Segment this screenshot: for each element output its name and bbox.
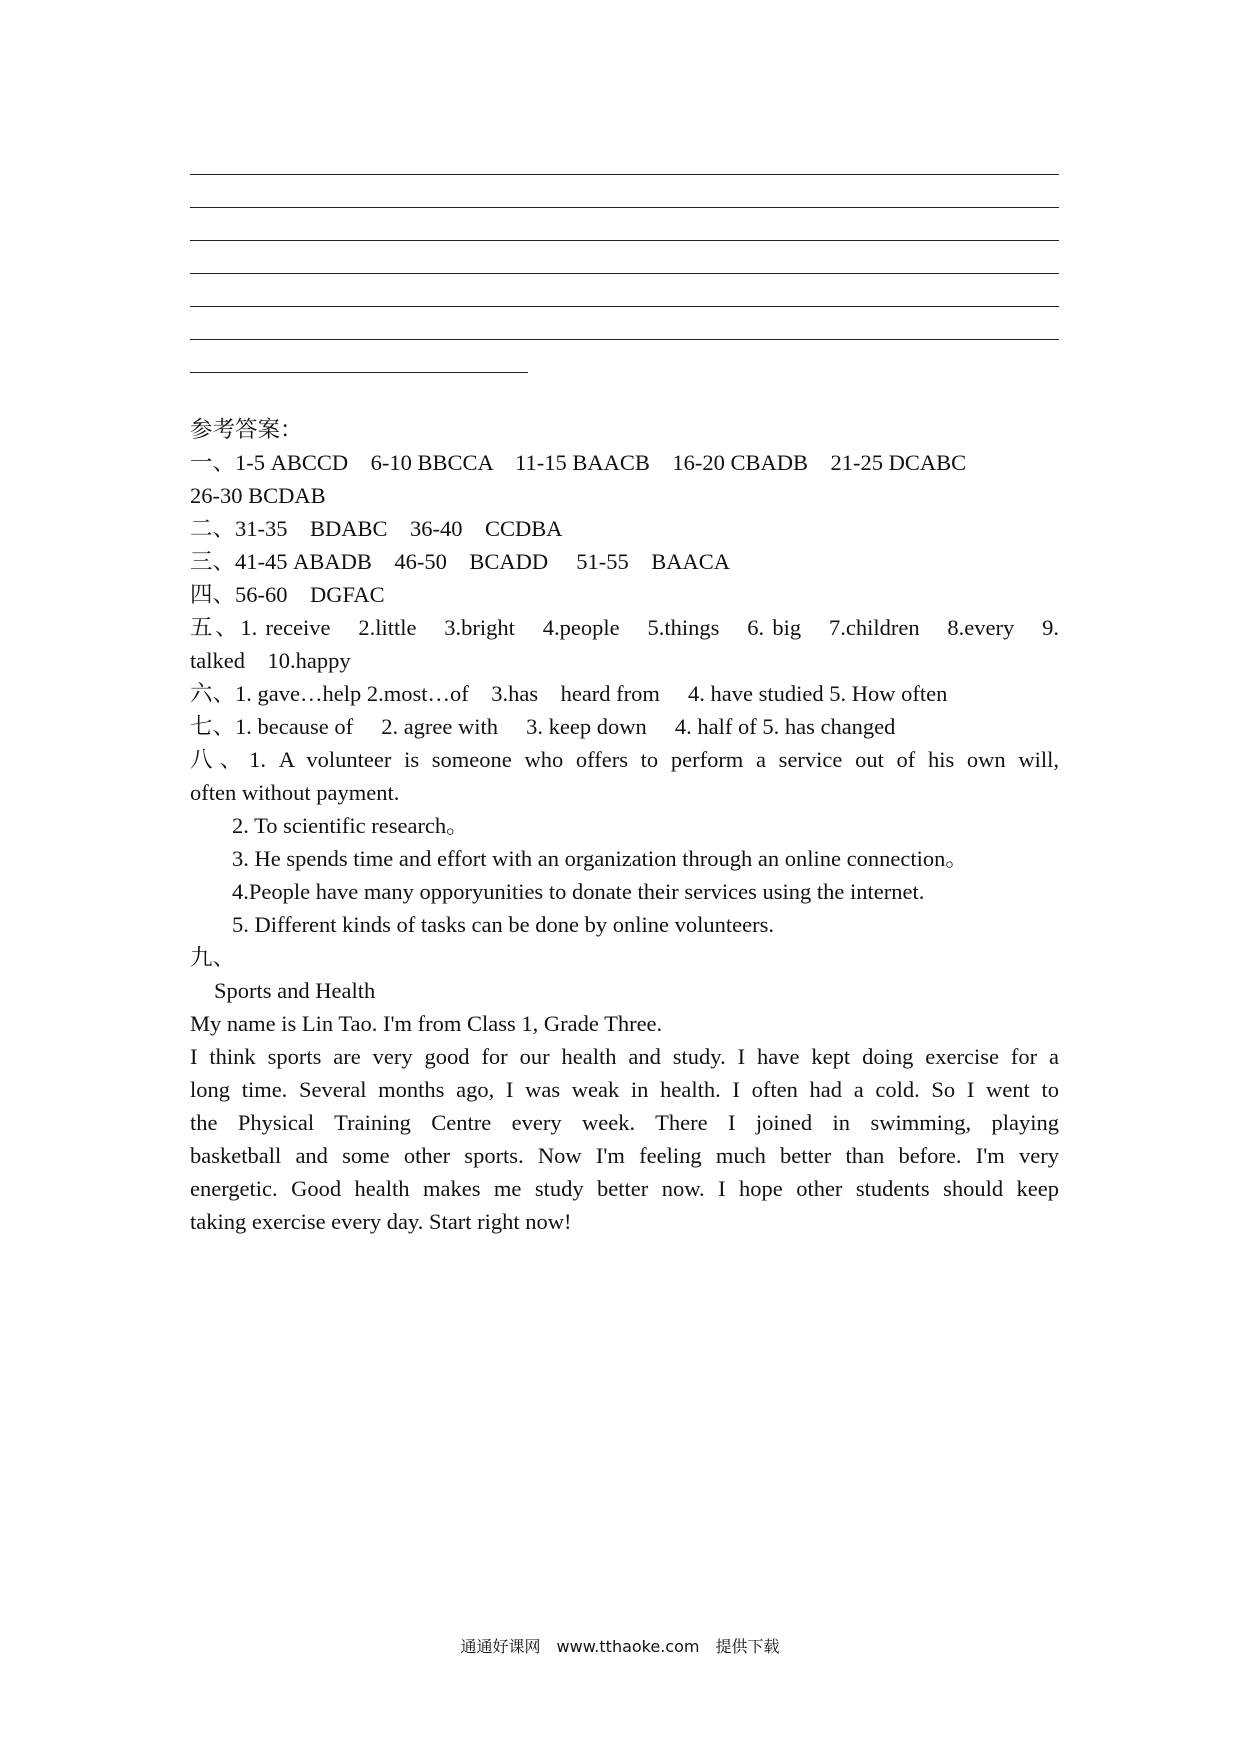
writing-line — [190, 339, 1059, 340]
essay-line: basketball and some other sports. Now I'm feeling much better than before. I'm very — [190, 1143, 1059, 1168]
writing-line-short — [190, 372, 528, 373]
answer-section-7: 七、1. because of 2. agree with 3. keep down 4. half of 5. has changed — [190, 714, 896, 739]
answer-section-8-cont: often without payment. — [190, 780, 400, 805]
essay-line: I think sports are very good for our health and study. I have kept doing exercise for a — [190, 1044, 1059, 1069]
essay-last-line: taking exercise every day. Start right now! — [190, 1209, 572, 1234]
answer-heading: 参考答案： — [190, 417, 303, 442]
essay-title: Sports and Health — [214, 978, 376, 1003]
answer-section-8-item-3: 3. He spends time and effort with an organization through an online connection。 — [232, 846, 968, 871]
writing-line — [190, 273, 1059, 274]
writing-line — [190, 174, 1059, 175]
essay-line: long time. Several months ago, I was weak in health. I often had a cold. So I went to — [190, 1077, 1059, 1102]
answer-section-8-item-2: 2. To scientific research。 — [232, 813, 469, 838]
writing-line — [190, 306, 1059, 307]
writing-line — [190, 240, 1059, 241]
answer-section-5: 五、1. receive 2.little 3.bright 4.people 5.things 6. big 7.children 8.every 9. — [190, 615, 1059, 640]
essay-line: energetic. Good health makes me study better now. I hope other students should keep — [190, 1176, 1059, 1201]
answer-section-2: 二、31-35 BDABC 36-40 CCDBA — [190, 516, 563, 541]
page-footer: 通通好课网 www.tthaoke.com 提供下载 — [460, 1637, 780, 1656]
essay-line: the Physical Training Centre every week. There I joined in swimming, playing — [190, 1110, 1059, 1135]
answer-section-1: 一、1-5 ABCCD 6-10 BBCCA 11-15 BAACB 16-20 CBADB 21-25 DCABC — [190, 450, 967, 475]
answer-section-1-cont: 26-30 BCDAB — [190, 483, 326, 508]
answer-section-4: 四、56-60 DGFAC — [190, 582, 385, 607]
answer-section-9: 九、 — [190, 945, 236, 970]
answer-section-5-cont: talked 10.happy — [190, 648, 351, 673]
answer-section-8: 八、1. A volunteer is someone who offers to perform a service out of his own will, — [190, 747, 1059, 772]
writing-line — [190, 207, 1059, 208]
answer-section-8-item-5: 5. Different kinds of tasks can be done by online volunteers. — [232, 912, 774, 937]
essay-intro: My name is Lin Tao. I'm from Class 1, Grade Three. — [190, 1011, 663, 1036]
answer-section-8-item-4: 4.People have many opporyunities to donate their services using the internet. — [232, 879, 925, 904]
answer-section-6: 六、1. gave…help 2.most…of 3.has heard from 4. have studied 5. How often — [190, 681, 948, 706]
answer-section-3: 三、41-45 ABADB 46-50 BCADD 51-55 BAACA — [190, 549, 731, 574]
